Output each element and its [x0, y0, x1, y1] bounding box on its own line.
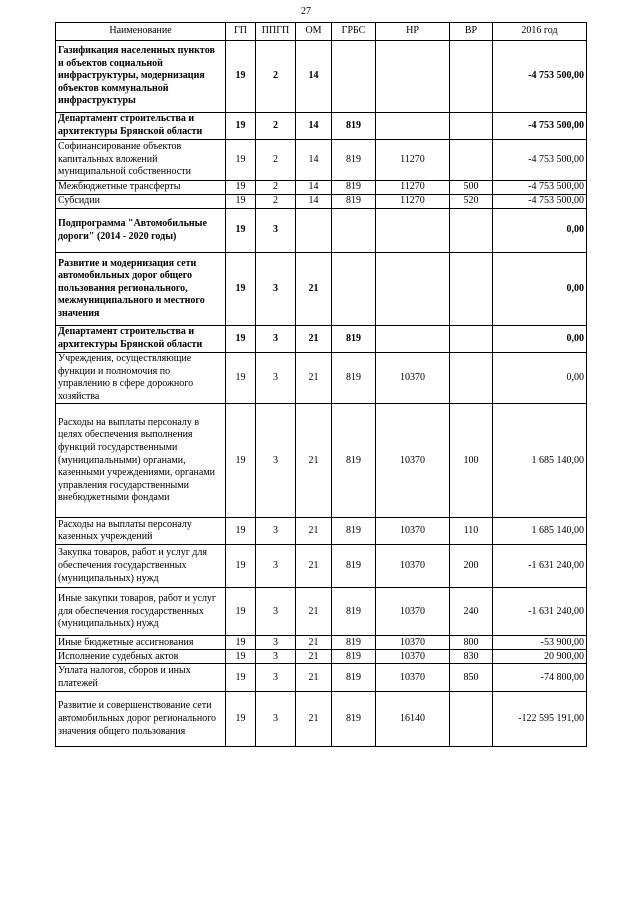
cell-nr: [376, 209, 450, 253]
cell-nr: 16140: [376, 692, 450, 747]
cell-amount: -4 753 500,00: [493, 140, 587, 181]
cell-gp: 19: [226, 664, 256, 692]
cell-gp: 19: [226, 253, 256, 326]
cell-gp: 19: [226, 41, 256, 113]
cell-gp: 19: [226, 518, 256, 545]
cell-amount: -1 631 240,00: [493, 588, 587, 636]
cell-name: Развитие и модернизация сети автомобильных дорог общего пользования регионального, межмуниципального и местного значения: [56, 253, 226, 326]
cell-om: 14: [296, 195, 332, 209]
cell-nr: [376, 113, 450, 140]
table-header-row: [56, 23, 587, 41]
cell-gp: 19: [226, 545, 256, 588]
table-row: [56, 253, 587, 326]
header-name: Наименование: [56, 23, 226, 41]
cell-om: [296, 209, 332, 253]
table-row: [56, 692, 587, 747]
cell-vr: [450, 209, 493, 253]
cell-nr: [376, 253, 450, 326]
cell-ppgp: 2: [256, 181, 296, 195]
cell-name: Исполнение судебных актов: [56, 650, 226, 664]
cell-grbs: 819: [332, 636, 376, 650]
cell-amount: 1 685 140,00: [493, 404, 587, 518]
cell-name: Развитие и совершенствование сети автомобильных дорог регионального значения общего пользования: [56, 692, 226, 747]
header-year: 2016 год: [493, 23, 587, 41]
cell-nr: 10370: [376, 588, 450, 636]
cell-ppgp: 3: [256, 692, 296, 747]
header-om: ОМ: [296, 23, 332, 41]
cell-vr: 100: [450, 404, 493, 518]
cell-name: Уплата налогов, сборов и иных платежей: [56, 664, 226, 692]
cell-om: 21: [296, 650, 332, 664]
cell-vr: [450, 253, 493, 326]
table-row: [56, 664, 587, 692]
cell-om: 14: [296, 113, 332, 140]
cell-nr: 10370: [376, 404, 450, 518]
cell-grbs: 819: [332, 353, 376, 404]
cell-gp: 19: [226, 650, 256, 664]
cell-grbs: 819: [332, 181, 376, 195]
cell-om: 14: [296, 140, 332, 181]
header-ppgp: ППГП: [256, 23, 296, 41]
cell-gp: 19: [226, 181, 256, 195]
cell-name: Учреждения, осуществляющие функции и полномочия по управлению в сфере дорожного хозяйства: [56, 353, 226, 404]
cell-grbs: [332, 253, 376, 326]
cell-grbs: 819: [332, 140, 376, 181]
cell-ppgp: 2: [256, 113, 296, 140]
cell-name: Субсидии: [56, 195, 226, 209]
cell-nr: 10370: [376, 636, 450, 650]
cell-amount: -1 631 240,00: [493, 545, 587, 588]
table-row: [56, 181, 587, 195]
cell-om: 21: [296, 518, 332, 545]
cell-om: 21: [296, 545, 332, 588]
cell-amount: 0,00: [493, 326, 587, 353]
table-row: [56, 636, 587, 650]
table-row: [56, 588, 587, 636]
cell-name: Департамент строительства и архитектуры Брянской области: [56, 113, 226, 140]
header-gp: ГП: [226, 23, 256, 41]
cell-gp: 19: [226, 353, 256, 404]
header-grbs: ГРБС: [332, 23, 376, 41]
cell-vr: [450, 113, 493, 140]
table-row: [56, 650, 587, 664]
cell-amount: -4 753 500,00: [493, 41, 587, 113]
cell-name: Межбюджетные трансферты: [56, 181, 226, 195]
cell-nr: [376, 326, 450, 353]
cell-vr: [450, 326, 493, 353]
cell-name: Расходы на выплаты персоналу казенных учреждений: [56, 518, 226, 545]
cell-vr: [450, 353, 493, 404]
cell-amount: 0,00: [493, 253, 587, 326]
cell-amount: 1 685 140,00: [493, 518, 587, 545]
cell-nr: 11270: [376, 195, 450, 209]
cell-vr: 110: [450, 518, 493, 545]
cell-nr: [376, 41, 450, 113]
cell-grbs: 819: [332, 113, 376, 140]
cell-ppgp: 3: [256, 326, 296, 353]
table-row: [56, 209, 587, 253]
cell-nr: 10370: [376, 664, 450, 692]
cell-vr: 850: [450, 664, 493, 692]
cell-ppgp: 3: [256, 588, 296, 636]
page-number: 27: [301, 6, 311, 17]
cell-om: 21: [296, 692, 332, 747]
cell-amount: 0,00: [493, 353, 587, 404]
cell-gp: 19: [226, 692, 256, 747]
cell-amount: -4 753 500,00: [493, 195, 587, 209]
cell-grbs: 819: [332, 518, 376, 545]
cell-vr: 500: [450, 181, 493, 195]
cell-om: 21: [296, 253, 332, 326]
cell-gp: 19: [226, 195, 256, 209]
cell-ppgp: 3: [256, 545, 296, 588]
cell-name: Иные закупки товаров, работ и услуг для обеспечения государственных (муниципальных) нужд: [56, 588, 226, 636]
cell-name: Расходы на выплаты персоналу в целях обеспечения выполнения функций государственными (муниципальными) органами, казенными учреждениями, органами управления государственными внебюджетными фондами: [56, 404, 226, 518]
cell-vr: [450, 140, 493, 181]
cell-gp: 19: [226, 636, 256, 650]
cell-ppgp: 3: [256, 650, 296, 664]
table-row: [56, 326, 587, 353]
cell-vr: 800: [450, 636, 493, 650]
cell-ppgp: 2: [256, 140, 296, 181]
cell-vr: 200: [450, 545, 493, 588]
cell-grbs: 819: [332, 545, 376, 588]
cell-amount: -122 595 191,00: [493, 692, 587, 747]
table-row: [56, 113, 587, 140]
cell-ppgp: 3: [256, 209, 296, 253]
cell-ppgp: 2: [256, 195, 296, 209]
cell-nr: 10370: [376, 353, 450, 404]
cell-nr: 10370: [376, 518, 450, 545]
cell-name: Газификация населенных пунктов и объектов социальной инфраструктуры, модернизация объектов коммунальной инфраструктуры: [56, 41, 226, 113]
cell-ppgp: 3: [256, 253, 296, 326]
cell-om: 21: [296, 404, 332, 518]
table-row: [56, 353, 587, 404]
table-row: [56, 518, 587, 545]
table-row: [56, 195, 587, 209]
cell-vr: 240: [450, 588, 493, 636]
table-row: [56, 41, 587, 113]
cell-gp: 19: [226, 326, 256, 353]
cell-amount: 20 900,00: [493, 650, 587, 664]
cell-name: Закупка товаров, работ и услуг для обеспечения государственных (муниципальных) нужд: [56, 545, 226, 588]
cell-grbs: [332, 41, 376, 113]
cell-gp: 19: [226, 404, 256, 518]
cell-grbs: 819: [332, 588, 376, 636]
table-row: [56, 140, 587, 181]
cell-nr: 11270: [376, 181, 450, 195]
cell-nr: 10370: [376, 545, 450, 588]
header-nr: НР: [376, 23, 450, 41]
cell-om: 14: [296, 41, 332, 113]
cell-om: 21: [296, 326, 332, 353]
cell-ppgp: 3: [256, 664, 296, 692]
cell-gp: 19: [226, 113, 256, 140]
cell-amount: -53 900,00: [493, 636, 587, 650]
cell-ppgp: 3: [256, 404, 296, 518]
cell-gp: 19: [226, 140, 256, 181]
table-row: [56, 404, 587, 518]
cell-grbs: 819: [332, 650, 376, 664]
cell-om: 21: [296, 353, 332, 404]
cell-grbs: 819: [332, 664, 376, 692]
cell-grbs: 819: [332, 326, 376, 353]
cell-amount: -74 800,00: [493, 664, 587, 692]
cell-amount: -4 753 500,00: [493, 113, 587, 140]
cell-name: Подпрограмма "Автомобильные дороги" (2014 - 2020 годы): [56, 209, 226, 253]
cell-amount: 0,00: [493, 209, 587, 253]
cell-om: 21: [296, 636, 332, 650]
budget-table: [55, 22, 587, 747]
cell-nr: 10370: [376, 650, 450, 664]
cell-om: 21: [296, 588, 332, 636]
cell-ppgp: 3: [256, 636, 296, 650]
cell-om: 14: [296, 181, 332, 195]
cell-grbs: 819: [332, 692, 376, 747]
cell-vr: [450, 41, 493, 113]
cell-nr: 11270: [376, 140, 450, 181]
header-vr: ВР: [450, 23, 493, 41]
cell-ppgp: 3: [256, 518, 296, 545]
cell-name: Департамент строительства и архитектуры Брянской области: [56, 326, 226, 353]
cell-gp: 19: [226, 588, 256, 636]
cell-vr: 830: [450, 650, 493, 664]
cell-grbs: 819: [332, 195, 376, 209]
cell-ppgp: 2: [256, 41, 296, 113]
table-row: [56, 545, 587, 588]
cell-ppgp: 3: [256, 353, 296, 404]
cell-grbs: 819: [332, 404, 376, 518]
cell-name: Софинансирование объектов капитальных вложений муниципальной собственности: [56, 140, 226, 181]
cell-gp: 19: [226, 209, 256, 253]
cell-grbs: [332, 209, 376, 253]
cell-name: Иные бюджетные ассигнования: [56, 636, 226, 650]
cell-om: 21: [296, 664, 332, 692]
cell-vr: 520: [450, 195, 493, 209]
cell-amount: -4 753 500,00: [493, 181, 587, 195]
cell-vr: [450, 692, 493, 747]
